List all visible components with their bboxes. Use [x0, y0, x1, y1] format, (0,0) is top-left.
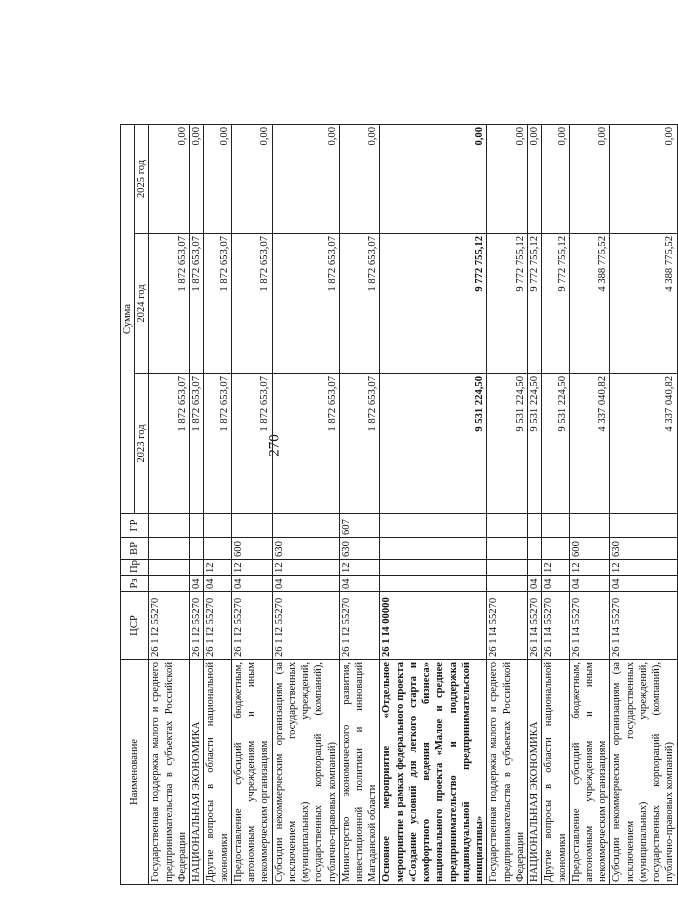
- row-vr: [528, 538, 542, 560]
- row-amount-2023: 9 531 224,50: [528, 374, 542, 514]
- row-name: Основное мероприятие «Отдельное мероприятие в рамках федерального проекта «Создание условий для легкого старта и комфортного ведения бизнеса» национального проекта «Малое и среднее предпринимательство и поддержка индивидуальной предпринимательской инициативы»: [380, 660, 487, 885]
- row-name: НАЦИОНАЛЬНАЯ ЭКОНОМИКА: [528, 660, 542, 885]
- row-amount-2024: 1 872 653,07: [204, 234, 231, 374]
- row-csr: 26 1 I2 55270: [149, 592, 190, 660]
- row-gr: [380, 514, 487, 538]
- row-amount-2025: 0,00: [204, 124, 231, 233]
- row-amount-2025: 0,00: [149, 124, 190, 233]
- row-amount-2025: 0,00: [190, 124, 204, 233]
- row-amount-2023: 9 531 224,50: [487, 374, 528, 514]
- row-pr: [380, 560, 487, 576]
- header-sum: Сумма: [121, 124, 135, 513]
- row-pr: 12: [272, 560, 339, 576]
- row-name: Другие вопросы в области национальной экономики: [204, 660, 231, 885]
- row-rz: 04: [190, 576, 204, 592]
- row-rz: [149, 576, 190, 592]
- row-amount-2025: 0,00: [610, 124, 677, 233]
- row-amount-2024: 4 388 775,52: [610, 234, 677, 374]
- row-name: Государственная поддержка малого и среднего предпринимательства в субъектах Российской Федерации: [487, 660, 528, 885]
- row-amount-2023: 9 531 224,50: [542, 374, 569, 514]
- row-vr: 630: [610, 538, 677, 560]
- row-pr: 12: [610, 560, 677, 576]
- row-csr: 26 1 I4 00000: [380, 592, 487, 660]
- row-vr: [149, 538, 190, 560]
- row-vr: 630: [339, 538, 380, 560]
- row-pr: [149, 560, 190, 576]
- row-amount-2025: 0,00: [542, 124, 569, 233]
- header-rz: Рз: [121, 576, 149, 592]
- row-rz: 04: [528, 576, 542, 592]
- row-vr: [487, 538, 528, 560]
- row-gr: [528, 514, 542, 538]
- header-gr: ГР: [121, 514, 149, 538]
- row-csr: 26 1 I2 55270: [272, 592, 339, 660]
- header-name: Наименование: [121, 660, 149, 885]
- row-amount-2024: 1 872 653,07: [231, 234, 272, 374]
- row-vr: [190, 538, 204, 560]
- row-vr: [542, 538, 569, 560]
- row-csr: 26 1 I2 55270: [190, 592, 204, 660]
- row-amount-2023: 4 337 040,82: [569, 374, 610, 514]
- row-amount-2025: 0,00: [339, 124, 380, 233]
- row-csr: 26 1 I4 55270: [542, 592, 569, 660]
- row-pr: 12: [569, 560, 610, 576]
- row-gr: [487, 514, 528, 538]
- row-gr: [149, 514, 190, 538]
- row-pr: 12: [231, 560, 272, 576]
- row-rz: 04: [204, 576, 231, 592]
- row-vr: [380, 538, 487, 560]
- row-rz: [487, 576, 528, 592]
- row-name: Предоставление субсидий бюджетным, автономным учреждениям и иным некоммерческим организациям: [569, 660, 610, 885]
- table-row: [569, 124, 610, 884]
- row-amount-2024: 9 772 755,12: [528, 234, 542, 374]
- row-name: Другие вопросы в области национальной экономики: [542, 660, 569, 885]
- row-amount-2023: 1 872 653,07: [204, 374, 231, 514]
- row-vr: 630: [272, 538, 339, 560]
- row-csr: 26 1 I4 55270: [528, 592, 542, 660]
- row-csr: 26 1 I4 55270: [569, 592, 610, 660]
- page-number: 270: [266, 434, 283, 457]
- row-amount-2025: 0,00: [231, 124, 272, 233]
- header-2023: 2023 год: [135, 374, 149, 514]
- row-gr: [204, 514, 231, 538]
- row-amount-2025: 0,00: [528, 124, 542, 233]
- row-amount-2024: 4 388 775,52: [569, 234, 610, 374]
- row-amount-2024: 1 872 653,07: [339, 234, 380, 374]
- table-row: [528, 124, 542, 884]
- table-row: [272, 124, 339, 884]
- row-amount-2024: 9 772 755,12: [487, 234, 528, 374]
- row-amount-2023: 4 337 040,82: [610, 374, 677, 514]
- row-rz: [380, 576, 487, 592]
- budget-table: [120, 124, 678, 885]
- header-2025: 2025 год: [135, 124, 149, 233]
- row-rz: 04: [339, 576, 380, 592]
- table-row: [204, 124, 231, 884]
- row-amount-2025: 0,00: [380, 124, 487, 233]
- row-rz: 04: [231, 576, 272, 592]
- row-rz: 04: [610, 576, 677, 592]
- row-gr: [272, 514, 339, 538]
- row-amount-2023: 1 872 653,07: [231, 374, 272, 514]
- row-pr: [528, 560, 542, 576]
- row-vr: [204, 538, 231, 560]
- row-gr: [231, 514, 272, 538]
- row-pr: 12: [339, 560, 380, 576]
- table-row: [487, 124, 528, 884]
- row-csr: 26 1 I2 55270: [339, 592, 380, 660]
- table-row: [339, 124, 380, 884]
- row-amount-2025: 0,00: [487, 124, 528, 233]
- row-rz: 04: [272, 576, 339, 592]
- table-row: [149, 124, 190, 884]
- row-amount-2024: 9 772 755,12: [542, 234, 569, 374]
- row-csr: 26 1 I4 55270: [487, 592, 528, 660]
- header-row-1: [121, 124, 135, 884]
- table-row: [610, 124, 677, 884]
- row-csr: 26 1 I4 55270: [610, 592, 677, 660]
- row-amount-2024: 1 872 653,07: [190, 234, 204, 374]
- row-amount-2023: 1 872 653,07: [339, 374, 380, 514]
- row-amount-2023: 1 872 653,07: [272, 374, 339, 514]
- header-vr: ВР: [121, 538, 149, 560]
- row-rz: 04: [542, 576, 569, 592]
- row-name: Предоставление субсидий бюджетным, автономным учреждениям и иным некоммерческим организациям: [231, 660, 272, 885]
- row-vr: 600: [569, 538, 610, 560]
- table-body: [149, 124, 677, 884]
- row-name: Министерство экономического развития, инвестиционной политики и инноваций Магаданской области: [339, 660, 380, 885]
- row-pr: 12: [542, 560, 569, 576]
- row-pr: [190, 560, 204, 576]
- row-csr: 26 1 I2 55270: [204, 592, 231, 660]
- row-name: Государственная поддержка малого и среднего предпринимательства в субъектах Российской Федерации: [149, 660, 190, 885]
- row-gr: [542, 514, 569, 538]
- row-gr: [569, 514, 610, 538]
- row-amount-2024: 1 872 653,07: [272, 234, 339, 374]
- table-row: [231, 124, 272, 884]
- row-amount-2023: 1 872 653,07: [190, 374, 204, 514]
- row-amount-2023: 9 531 224,50: [380, 374, 487, 514]
- header-pr: Пр: [121, 560, 149, 576]
- row-gr: [190, 514, 204, 538]
- header-csr: ЦСР: [121, 592, 149, 660]
- row-amount-2023: 1 872 653,07: [149, 374, 190, 514]
- row-name: НАЦИОНАЛЬНАЯ ЭКОНОМИКА: [190, 660, 204, 885]
- row-amount-2025: 0,00: [569, 124, 610, 233]
- header-2024: 2024 год: [135, 234, 149, 374]
- row-pr: [487, 560, 528, 576]
- table-row: [190, 124, 204, 884]
- row-gr: 607: [339, 514, 380, 538]
- table-row: [542, 124, 569, 884]
- row-amount-2024: 9 772 755,12: [380, 234, 487, 374]
- row-gr: [610, 514, 677, 538]
- table-row: [380, 124, 487, 884]
- row-name: Субсидии некоммерческим организациям (за исключением государственных (муниципальных) учреждений, государственных корпораций (компаний), публично-правовых компаний): [272, 660, 339, 885]
- row-vr: 600: [231, 538, 272, 560]
- row-amount-2024: 1 872 653,07: [149, 234, 190, 374]
- row-pr: 12: [204, 560, 231, 576]
- row-rz: 04: [569, 576, 610, 592]
- row-name: Субсидии некоммерческим организациям (за исключением государственных (муниципальных) учреждений, государственных корпораций (компаний), публично-правовых компаний): [610, 660, 677, 885]
- row-csr: 26 1 I2 55270: [231, 592, 272, 660]
- budget-table-container: [120, 125, 676, 885]
- row-amount-2025: 0,00: [272, 124, 339, 233]
